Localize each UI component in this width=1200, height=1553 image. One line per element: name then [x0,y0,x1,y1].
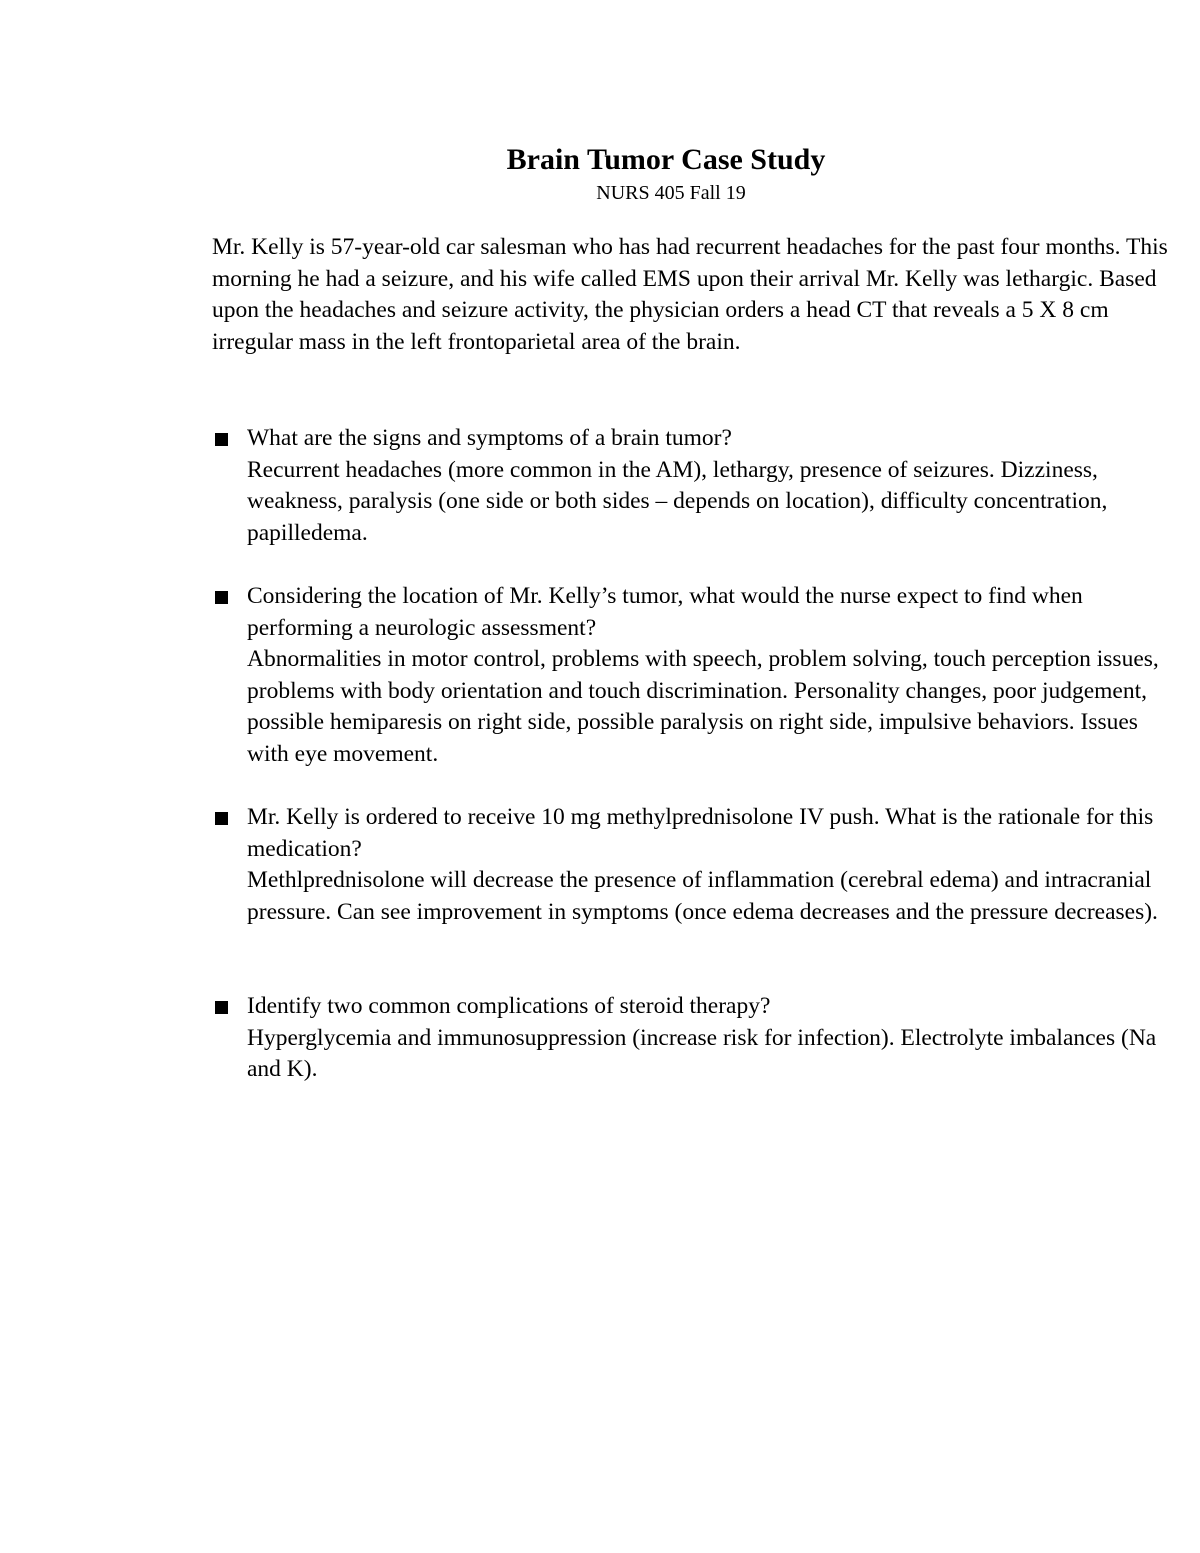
answer-text: Abnormalities in motor control, problems with speech, problem solving, touch perception issues, problems with body orientation and touch discrimination. Personality changes, poor judgement, possible hemiparesis on right side, possible paralysis on right side, impulsive behaviors. Issues with eye movement. [247,646,1159,767]
question-text: Mr. Kelly is ordered to receive 10 mg methylprednisolone IV push. What is the rationale for this medication? [247,804,1154,862]
question-text: Identify two common complications of steroid therapy? [247,993,771,1019]
case-intro-paragraph: Mr. Kelly is 57-year-old car salesman who has had recurrent headaches for the past four months. This morning he had a seizure, and his wife called EMS upon their arrival Mr. Kelly was lethargic. Based upon the headaches and seizure activity, the physician orders a head CT that reveals a 5 X 8 cm irregular mass in the left frontoparietal area of the brain. [212,234,1168,355]
square-bullet-icon [215,591,228,604]
answer-text: Recurrent headaches (more common in the AM), lethargy, presence of seizures. Dizziness, weakness, paralysis (one side or both sides – depends on location), difficulty concentration, papilledema. [247,456,1108,546]
question-text: What are the signs and symptoms of a brain tumor? [247,425,732,451]
document-subtitle: NURS 405 Fall 19 [596,182,746,204]
question-text: Considering the location of Mr. Kelly’s tumor, what would the nurse expect to find when performing a neurologic assessment? [247,583,1083,641]
answer-text: Hyperglycemia and immunosuppression (increase risk for infection). Electrolyte imbalances (Na and K). [247,1024,1157,1083]
square-bullet-icon [215,1001,228,1014]
question-item-4 [212,991,1172,1086]
square-bullet-icon [215,812,228,825]
question-item-1 [212,423,1172,549]
square-bullet-icon [215,433,228,446]
document-title: Brain Tumor Case Study [506,143,826,176]
answer-text: Methlprednisolone will decrease the presence of inflammation (cerebral edema) and intracranial pressure. Can see improvement in symptoms (once edema decreases and the pressure decreases). [247,867,1158,925]
question-item-3 [212,802,1172,928]
question-item-2 [212,581,1172,771]
